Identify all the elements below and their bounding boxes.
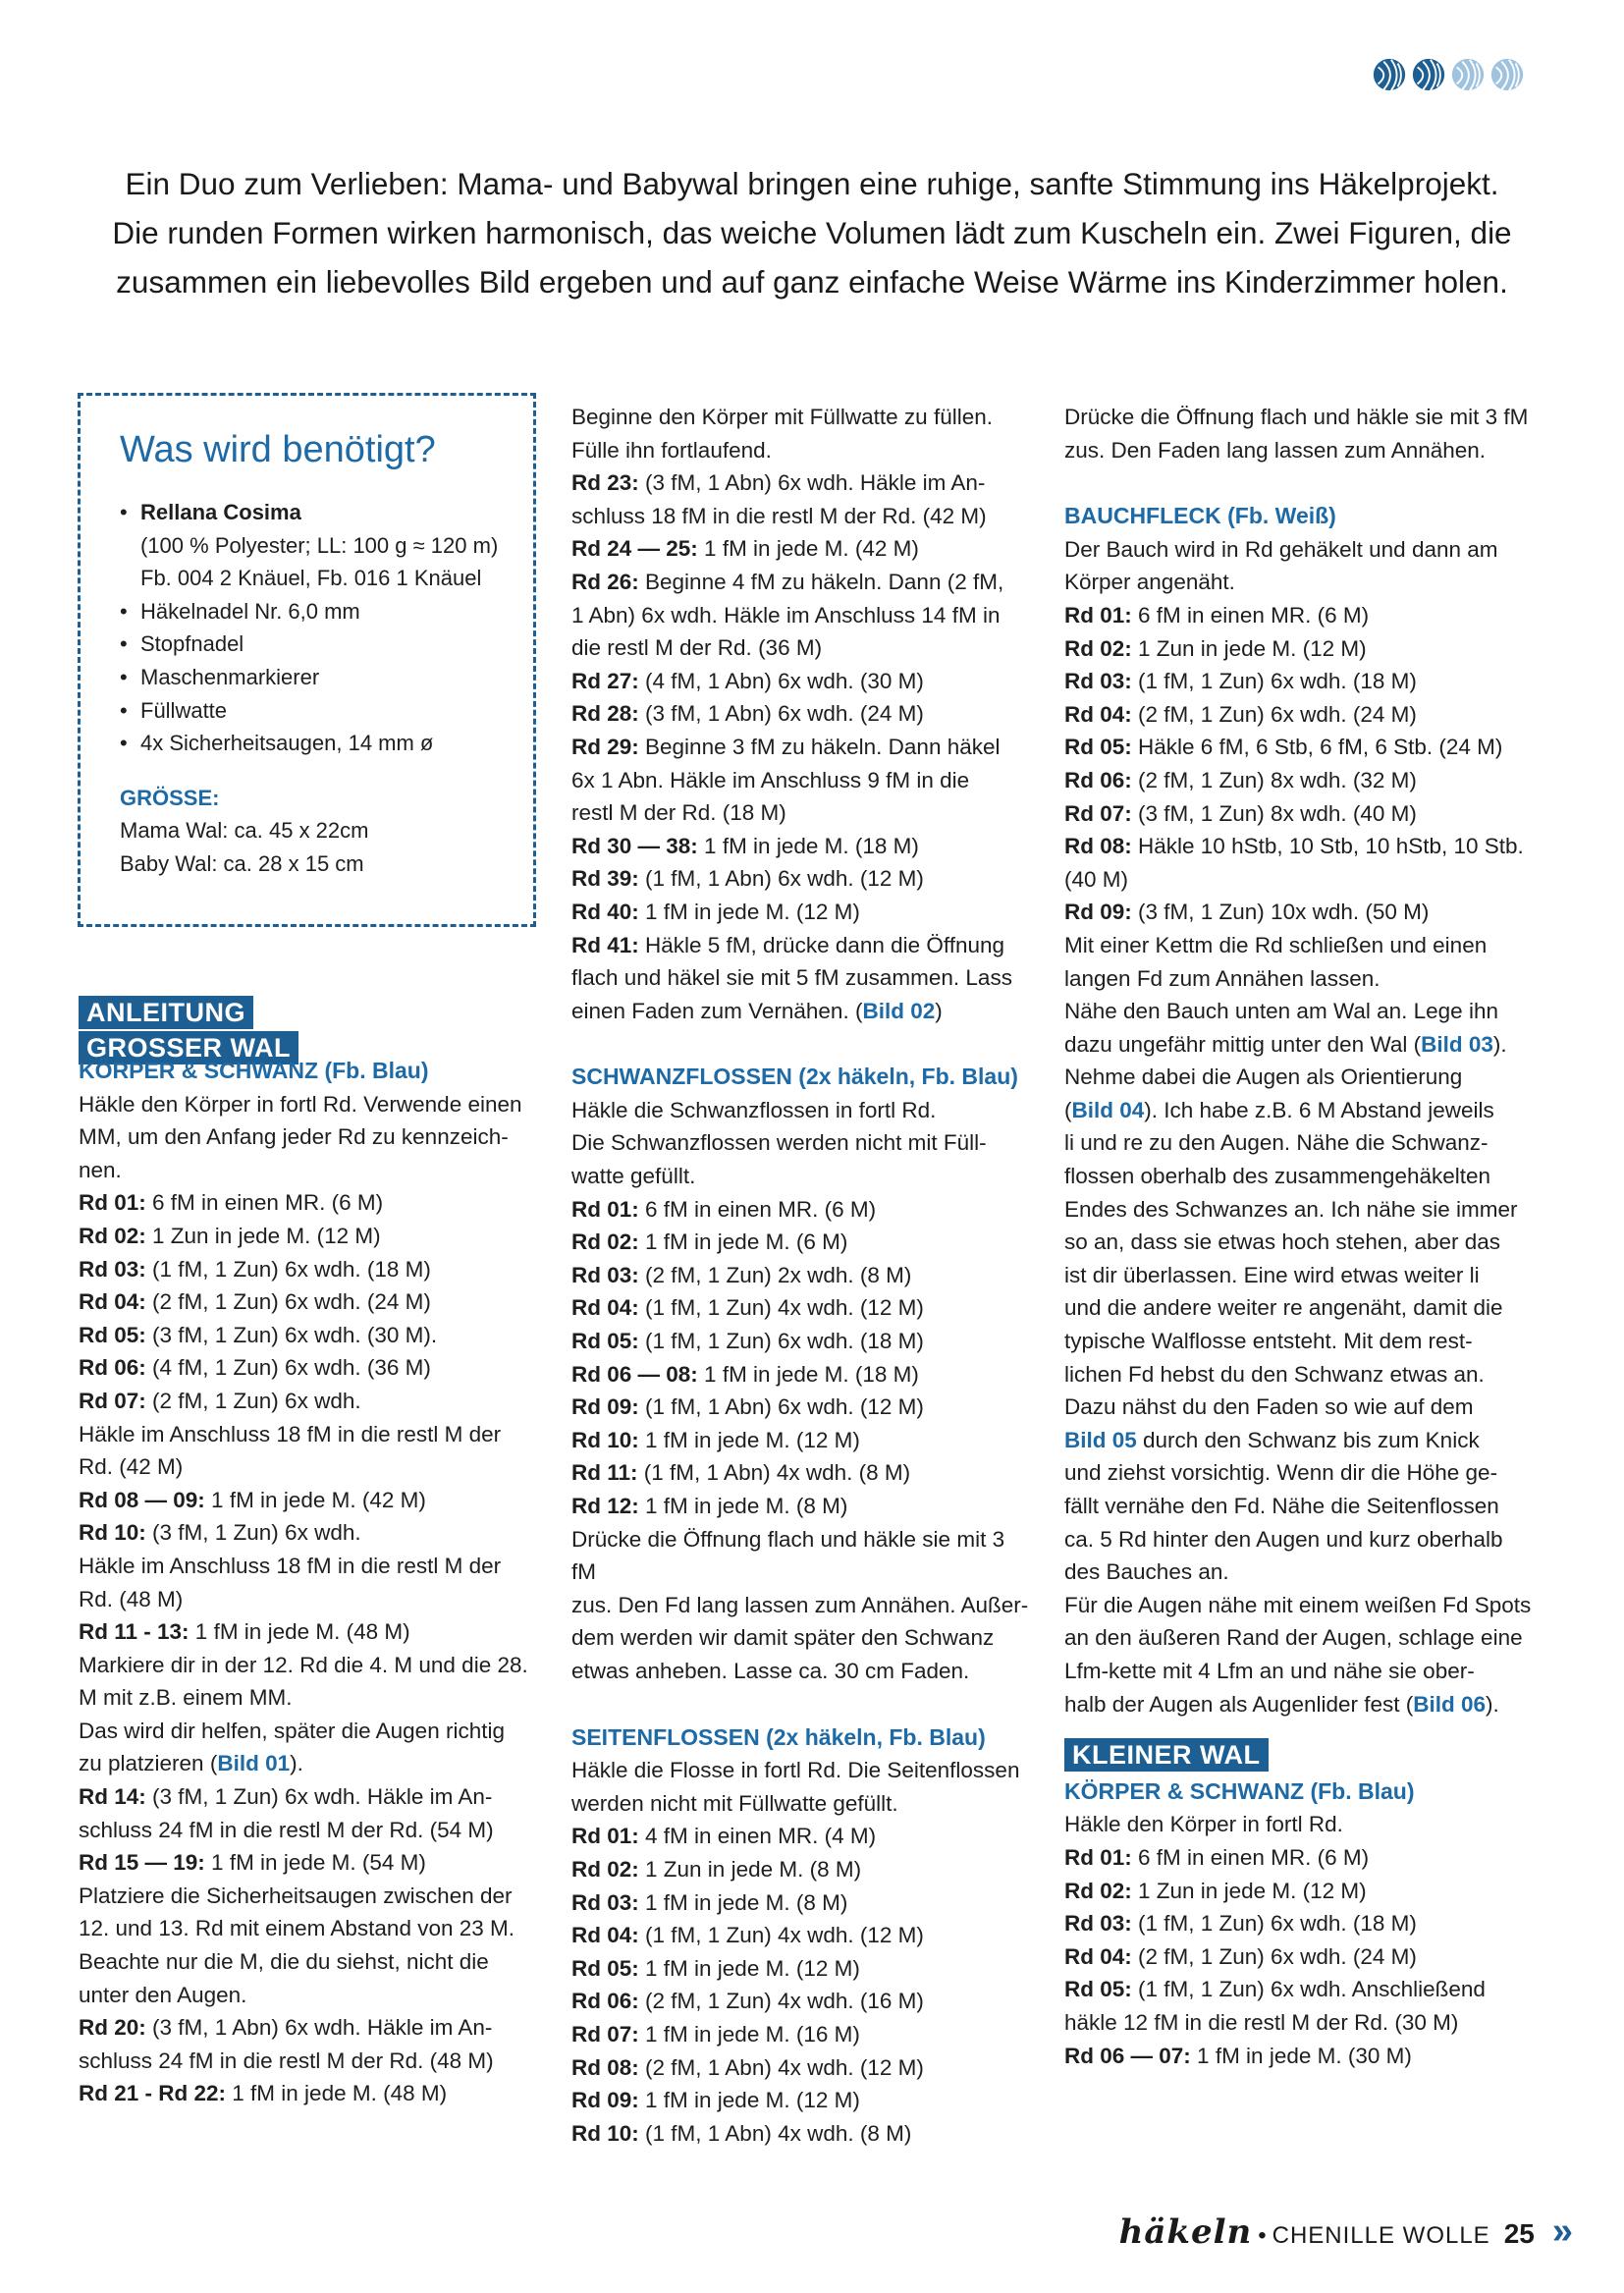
round-row: Rd 03: (1 fM, 1 Zun) 6x wdh. (18 M) [79, 1256, 431, 1282]
round-row: Rd 41: Häkle 5 fM, drücke dann die Öffnung [571, 932, 1005, 957]
round-row: Rd 07: (3 fM, 1 Zun) 8x wdh. (40 M) [1064, 800, 1417, 826]
size-baby: Baby Wal: ca. 28 x 15 cm [120, 850, 364, 876]
round-row: Rd 10: 1 fM in jede M. (12 M) [571, 1427, 860, 1452]
round-row: Rd 20: (3 fM, 1 Abn) 6x wdh. Häkle im An- [79, 2015, 493, 2041]
materials-box [78, 393, 536, 927]
section-heading: SCHWANZFLOSSEN (2x häkeln, Fb. Blau) [571, 1064, 1018, 1090]
section-heading: SEITENFLOSSEN (2x häkeln, Fb. Blau) [571, 1723, 986, 1750]
round-row: Rd 04: (2 fM, 1 Zun) 6x wdh. (24 M) [1064, 1943, 1417, 1969]
materials-list [120, 496, 533, 760]
materials-title: Was wird benötigt? [120, 429, 436, 470]
banner-kleiner-wal: KLEINER WAL [1064, 1738, 1269, 1772]
round-row: Rd 08: Häkle 10 hStb, 10 Stb, 10 hStb, 10 Stb. [1064, 834, 1524, 859]
difficulty-yarn-ball-icon [1489, 56, 1526, 93]
round-row: Rd 09: 1 fM in jede M. (12 M) [571, 2088, 860, 2113]
magazine-title: CHENILLE WOLLE [1272, 2222, 1490, 2249]
round-row: Rd 01: 4 fM in einen MR. (4 M) [571, 1824, 877, 1849]
round-row: Rd 08: (2 fM, 1 Abn) 4x wdh. (12 M) [571, 2054, 924, 2080]
round-row: Rd 30 — 38: 1 fM in jede M. (18 M) [571, 833, 919, 858]
magazine-brand: häkeln [1118, 2212, 1253, 2252]
round-row: Rd 05: 1 fM in jede M. (12 M) [571, 1955, 860, 1981]
difficulty-yarn-ball-icon [1371, 56, 1408, 93]
image-reference-link: Bild 06 [1413, 1691, 1487, 1717]
round-row: Rd 06: (2 fM, 1 Zun) 4x wdh. (16 M) [571, 1989, 924, 2014]
round-row: Rd 40: 1 fM in jede M. (12 M) [571, 899, 860, 924]
round-row: Rd 02: 1 Zun in jede M. (8 M) [571, 1856, 862, 1882]
round-row: Rd 28: (3 fM, 1 Abn) 6x wdh. (24 M) [571, 701, 924, 727]
round-row: Rd 09: (1 fM, 1 Abn) 6x wdh. (12 M) [571, 1394, 924, 1420]
column-3: Drücke die Öffnung flach und häkle sie mit 3 fM zus. Den Faden lang lassen zum Annähen. BAUCHFLECK (Fb. Weiß) Der Bauch wird in Rd gehäkelt und dann am Körper angenäht. Rd 01: 6 fM in einen MR. (6 M) Rd 02: 1 Zun in jede M. (12 M) Rd 03: (1 fM, 1 Zun) 6x wdh. (18 M) Rd 04: (2 fM, 1 Zun) 6x wdh. (24 M) Rd 05: Häkle 6 fM, 6 Stb, 6 fM, 6 Stb. (24 M) Rd 06: (2 fM, 1 Zun) 8x wdh. (32 M) Rd 07: (3 fM, 1 Zun) 8x wdh. (40 M) Rd 08: Häkle 10 hStb, 10 Stb, 10 hStb, 10 Stb. (40 M) Rd 09: (3 fM, 1 Zun) 10x wdh. (50 M) Mit einer Kettm die Rd schließen und einen langen Fd zum Annähen lassen. Nähe den Bauch unten am Wal an. Lege ihn dazu ungefähr mittig unter den Wal (Bild 03). Nehme dabei die Augen als Orientierung (Bild 04). Ich habe z.B. 6 M Abstand jeweils li und re zu den Augen. Nähe die Schwanz- flossen oberhalb des zusammengehäkelten Endes des Schwanzes an. Ich nähe sie immer so an, dass sie etwas hoch stehen, aber das ist dir überlassen. Eine wird etwas weiter li und die andere weiter re angenäht, damit die typische Walflosse entsteht. Mit dem rest- lichen Fd hebst du den Schwanz etwas an. Dazu nähst du den Faden so wie auf dem Bild 05 durch den Schwanz bis zum Knick und ziehst vorsichtig. Wenn dir die Höhe ge- fällt vernähe den Fd. Nähe die Seitenflossen ca. 5 Rd hinter den Augen und kurz oberhalb des Bauches an. Für die Augen nähe mit einem weißen Fd Spots an den äußeren Rand der Augen, schlage eine Lfm-kette mit 4 Lfm an und nähe sie ober- halb der Augen als Augenlider fest (Bild 06). KLEINER WAL KÖRPER & SCHWANZ (Fb. Blau) Häkle den Körper in fortl Rd. Rd 01: 6 fM in einen MR. (6 M) Rd 02: 1 Zun in jede M. (12 M) Rd 03: (1 fM, 1 Zun) 6x wdh. (18 M) Rd 04: (2 fM, 1 Zun) 6x wdh. (24 M) Rd 05: (1 fM, 1 Zun) 6x wdh. Anschließend häkle 12 fM in die restl M der Rd. (30 M) Rd 06 — 07: 1 fM in jede M. (30 M) [1064, 401, 1536, 2072]
materials-item: • Maschenmarkierer [120, 661, 533, 694]
difficulty-yarn-ball-icon [1449, 56, 1487, 93]
round-row: Rd 06 — 07: 1 fM in jede M. (30 M) [1064, 2043, 1412, 2068]
round-row: Rd 08 — 09: 1 fM in jede M. (42 M) [79, 1487, 426, 1512]
size-mama: Mama Wal: ca. 45 x 22cm [120, 818, 369, 844]
round-row: Rd 06: (4 fM, 1 Zun) 6x wdh. (36 M) [79, 1355, 431, 1381]
round-row: Rd 02: 1 fM in jede M. (6 M) [571, 1229, 848, 1255]
round-row: Rd 05: Häkle 6 fM, 6 Stb, 6 fM, 6 Stb. (24 M) [1064, 735, 1503, 760]
round-row: Rd 24 — 25: 1 fM in jede M. (42 M) [571, 536, 919, 562]
section-heading: BAUCHFLECK (Fb. Weiß) [1064, 503, 1336, 529]
round-row: Rd 29: Beginne 3 fM zu häkeln. Dann häkel [571, 734, 1001, 759]
round-row: Rd 10: (1 fM, 1 Abn) 4x wdh. (8 M) [571, 2120, 912, 2146]
intro-line: Die runden Formen wirken harmonisch, das weiche Volumen lädt zum Kuscheln ein. Zwei Figuren, die [112, 215, 1512, 250]
section-heading: KÖRPER & SCHWANZ (Fb. Blau) [79, 1058, 429, 1083]
image-reference-link: Bild 05 [1064, 1427, 1137, 1452]
round-row: Rd 07: (2 fM, 1 Zun) 6x wdh. [79, 1388, 361, 1413]
round-row: Rd 09: (3 fM, 1 Zun) 10x wdh. (50 M) [1064, 900, 1430, 925]
round-row: Rd 14: (3 fM, 1 Zun) 6x wdh. Häkle im An- [79, 1784, 493, 1810]
round-row: Rd 39: (1 fM, 1 Abn) 6x wdh. (12 M) [571, 866, 924, 892]
round-row: Rd 26: Beginne 4 fM zu häkeln. Dann (2 fM, [571, 569, 1004, 594]
round-row: Rd 01: 6 fM in einen MR. (6 M) [1064, 602, 1370, 628]
round-row: Rd 01: 6 fM in einen MR. (6 M) [571, 1196, 877, 1222]
materials-item: • Stopfnadel [120, 628, 533, 661]
round-row: Rd 02: 1 Zun in jede M. (12 M) [79, 1223, 381, 1248]
round-row: Rd 03: (1 fM, 1 Zun) 6x wdh. (18 M) [1064, 1911, 1417, 1937]
banner-grosser-wal: GROSSER WAL [79, 1031, 298, 1065]
next-page-chevron-icon[interactable]: » [1551, 2211, 1573, 2252]
round-row: Rd 04: (1 fM, 1 Zun) 4x wdh. (12 M) [571, 1923, 924, 1948]
footer-separator: • [1258, 2222, 1267, 2249]
page-footer [1119, 2212, 1573, 2252]
round-row: Rd 06: (2 fM, 1 Zun) 8x wdh. (32 M) [1064, 767, 1417, 792]
size-heading: GRÖSSE: [120, 785, 220, 810]
round-row: Rd 11 - 13: 1 fM in jede M. (48 M) [79, 1619, 410, 1645]
intro-line: Ein Duo zum Verlieben: Mama- und Babywal bringen eine ruhige, sanfte Stimmung ins Häkelprojekt. [125, 166, 1499, 201]
column-1: KÖRPER & SCHWANZ (Fb. Blau) Häkle den Körper in fortl Rd. Verwende einen MM, um den Anfang jeder Rd zu kennzeich- nen. Rd 01: 6 fM in einen MR. (6 M) Rd 02: 1 Zun in jede M. (12 M) Rd 03: (1 fM, 1 Zun) 6x wdh. (18 M) Rd 04: (2 fM, 1 Zun) 6x wdh. (24 M) Rd 05: (3 fM, 1 Zun) 6x wdh. (30 M). Rd 06: (4 fM, 1 Zun) 6x wdh. (36 M) Rd 07: (2 fM, 1 Zun) 6x wdh. Häkle im Anschluss 18 fM in die restl M der Rd. (42 M) Rd 08 — 09: 1 fM in jede M. (42 M) Rd 10: (3 fM, 1 Zun) 6x wdh. Häkle im Anschluss 18 fM in die restl M der Rd. (48 M) Rd 11 - 13: 1 fM in jede M. (48 M) Markiere dir in der 12. Rd die 4. M und die 28. M mit z.B. einem MM. Das wird dir helfen, später die Augen richtig zu platzieren (Bild 01). Rd 14: (3 fM, 1 Zun) 6x wdh. Häkle im An- schluss 24 fM in die restl M der Rd. (54 M) Rd 15 — 19: 1 fM in jede M. (54 M) Platziere die Sicherheitsaugen zwischen der 12. und 13. Rd mit einem Abstand von 23 M. Beachte nur die M, die du siehst, nicht die unter den Augen. Rd 20: (3 fM, 1 Abn) 6x wdh. Häkle im An- schluss 24 fM in die restl M der Rd. (48 M) Rd 21 - Rd 22: 1 fM in jede M. (48 M) [79, 1055, 540, 2110]
round-row: Rd 23: (3 fM, 1 Abn) 6x wdh. Häkle im An- [571, 470, 986, 496]
image-reference-link: Bild 01 [217, 1751, 291, 1776]
round-row: Rd 02: 1 Zun in jede M. (12 M) [1064, 635, 1367, 661]
round-row: Rd 03: 1 fM in jede M. (8 M) [571, 1889, 848, 1915]
round-row: Rd 11: (1 fM, 1 Abn) 4x wdh. (8 M) [571, 1460, 911, 1486]
round-row: Rd 01: 6 fM in einen MR. (6 M) [1064, 1844, 1370, 1870]
image-reference-link: Bild 02 [862, 998, 936, 1023]
materials-item: • Rellana Cosima (100 % Polyester; LL: 100 g ≈ 120 m) Fb. 004 2 Knäuel, Fb. 016 1 Knäuel [120, 496, 533, 595]
round-row: Rd 05: (1 fM, 1 Zun) 6x wdh. (18 M) [571, 1329, 924, 1354]
round-row: Rd 12: 1 fM in jede M. (8 M) [571, 1494, 848, 1518]
page-number: 25 [1503, 2218, 1535, 2249]
round-row: Rd 03: (2 fM, 1 Zun) 2x wdh. (8 M) [571, 1262, 912, 1287]
round-row: Rd 07: 1 fM in jede M. (16 M) [571, 2021, 860, 2047]
column-2: Beginne den Körper mit Füllwatte zu füllen. Fülle ihn fortlaufend. Rd 23: (3 fM, 1 Abn) 6x wdh. Häkle im An- schluss 18 fM in die restl M der Rd. (42 M) Rd 24 — 25: 1 fM in jede M. (42 M) Rd 26: Beginne 4 fM zu häkeln. Dann (2 fM, 1 Abn) 6x wdh. Häkle im Anschluss 14 fM in die restl M der Rd. (36 M) Rd 27: (4 fM, 1 Abn) 6x wdh. (30 M) Rd 28: (3 fM, 1 Abn) 6x wdh. (24 M) Rd 29: Beginne 3 fM zu häkeln. Dann häkel 6x 1 Abn. Häkle im Anschluss 9 fM in die restl M der Rd. (18 M) Rd 30 — 38: 1 fM in jede M. (18 M) Rd 39: (1 fM, 1 Abn) 6x wdh. (12 M) Rd 40: 1 fM in jede M. (12 M) Rd 41: Häkle 5 fM, drücke dann die Öffnung flach und häkel sie mit 5 fM zusammen. Lass einen Faden zum Vernähen. (Bild 02) SCHWANZFLOSSEN (2x häkeln, Fb. Blau) Häkle die Schwanzflossen in fortl Rd. Die Schwanzflossen werden nicht mit Füll- watte gefüllt. Rd 01: 6 fM in einen MR. (6 M) Rd 02: 1 fM in jede M. (6 M) Rd 03: (2 fM, 1 Zun) 2x wdh. (8 M) Rd 04: (1 fM, 1 Zun) 4x wdh. (12 M) Rd 05: (1 fM, 1 Zun) 6x wdh. (18 M) Rd 06 — 08: 1 fM in jede M. (18 M) Rd 09: (1 fM, 1 Abn) 6x wdh. (12 M) Rd 10: 1 fM in jede M. (12 M) Rd 11: (1 fM, 1 Abn) 4x wdh. (8 M) Rd 12: 1 fM in jede M. (8 M) Drücke die Öffnung flach und häkle sie mit 3 fM zus. Den Fd lang lassen zum Annähen. Außer- dem werden wir damit später den Schwanz etwas anheben. Lasse ca. 30 cm Faden. SEITENFLOSSEN (2x häkeln, Fb. Blau) Häkle die Flosse in fortl Rd. Die Seitenflossen werden nicht mit Füllwatte gefüllt. Rd 01: 4 fM in einen MR. (4 M) Rd 02: 1 Zun in jede M. (8 M) Rd 03: 1 fM in jede M. (8 M) Rd 04: (1 fM, 1 Zun) 4x wdh. (12 M) Rd 05: 1 fM in jede M. (12 M) Rd 06: (2 fM, 1 Zun) 4x wdh. (16 M) Rd 07: 1 fM in jede M. (16 M) Rd 08: (2 fM, 1 Abn) 4x wdh. (12 M) Rd 09: 1 fM in jede M. (12 M) Rd 10: (1 fM, 1 Abn) 4x wdh. (8 M) [571, 401, 1033, 2150]
image-reference-link: Bild 04 [1071, 1097, 1145, 1122]
round-row: Rd 04: (2 fM, 1 Zun) 6x wdh. (24 M) [1064, 701, 1417, 727]
round-row: Rd 01: 6 fM in einen MR. (6 M) [79, 1190, 384, 1216]
round-row: Rd 27: (4 fM, 1 Abn) 6x wdh. (30 M) [571, 668, 924, 693]
materials-item: • 4x Sicherheitsaugen, 14 mm ø [120, 727, 533, 760]
round-row: Rd 10: (3 fM, 1 Zun) 6x wdh. [79, 1520, 361, 1546]
round-row: Rd 15 — 19: 1 fM in jede M. (54 M) [79, 1850, 426, 1876]
section-heading: KÖRPER & SCHWANZ (Fb. Blau) [1064, 1777, 1415, 1804]
round-row: Rd 05: (1 fM, 1 Zun) 6x wdh. Anschließend [1064, 1977, 1486, 2002]
round-row: Rd 21 - Rd 22: 1 fM in jede M. (48 M) [79, 2081, 448, 2106]
round-row: Rd 04: (2 fM, 1 Zun) 6x wdh. (24 M) [79, 1289, 431, 1315]
round-row: Rd 04: (1 fM, 1 Zun) 4x wdh. (12 M) [571, 1295, 924, 1321]
banner-anleitung: ANLEITUNG [79, 996, 253, 1029]
round-row: Rd 05: (3 fM, 1 Zun) 6x wdh. (30 M). [79, 1322, 438, 1347]
image-reference-link: Bild 03 [1421, 1031, 1493, 1057]
materials-item: • Füllwatte [120, 694, 533, 728]
round-row: Rd 06 — 08: 1 fM in jede M. (18 M) [571, 1361, 919, 1387]
round-row: Rd 03: (1 fM, 1 Zun) 6x wdh. (18 M) [1064, 669, 1417, 694]
round-row: Rd 02: 1 Zun in jede M. (12 M) [1064, 1878, 1367, 1903]
intro-line: zusammen ein liebevolles Bild ergeben und auf ganz einfache Weise Wärme ins Kinderzimmer holen. [116, 264, 1508, 300]
difficulty-indicator [1371, 56, 1526, 93]
intro-text [69, 159, 1555, 306]
materials-item: • Häkelnadel Nr. 6,0 mm [120, 595, 533, 628]
difficulty-yarn-ball-icon [1410, 56, 1447, 93]
